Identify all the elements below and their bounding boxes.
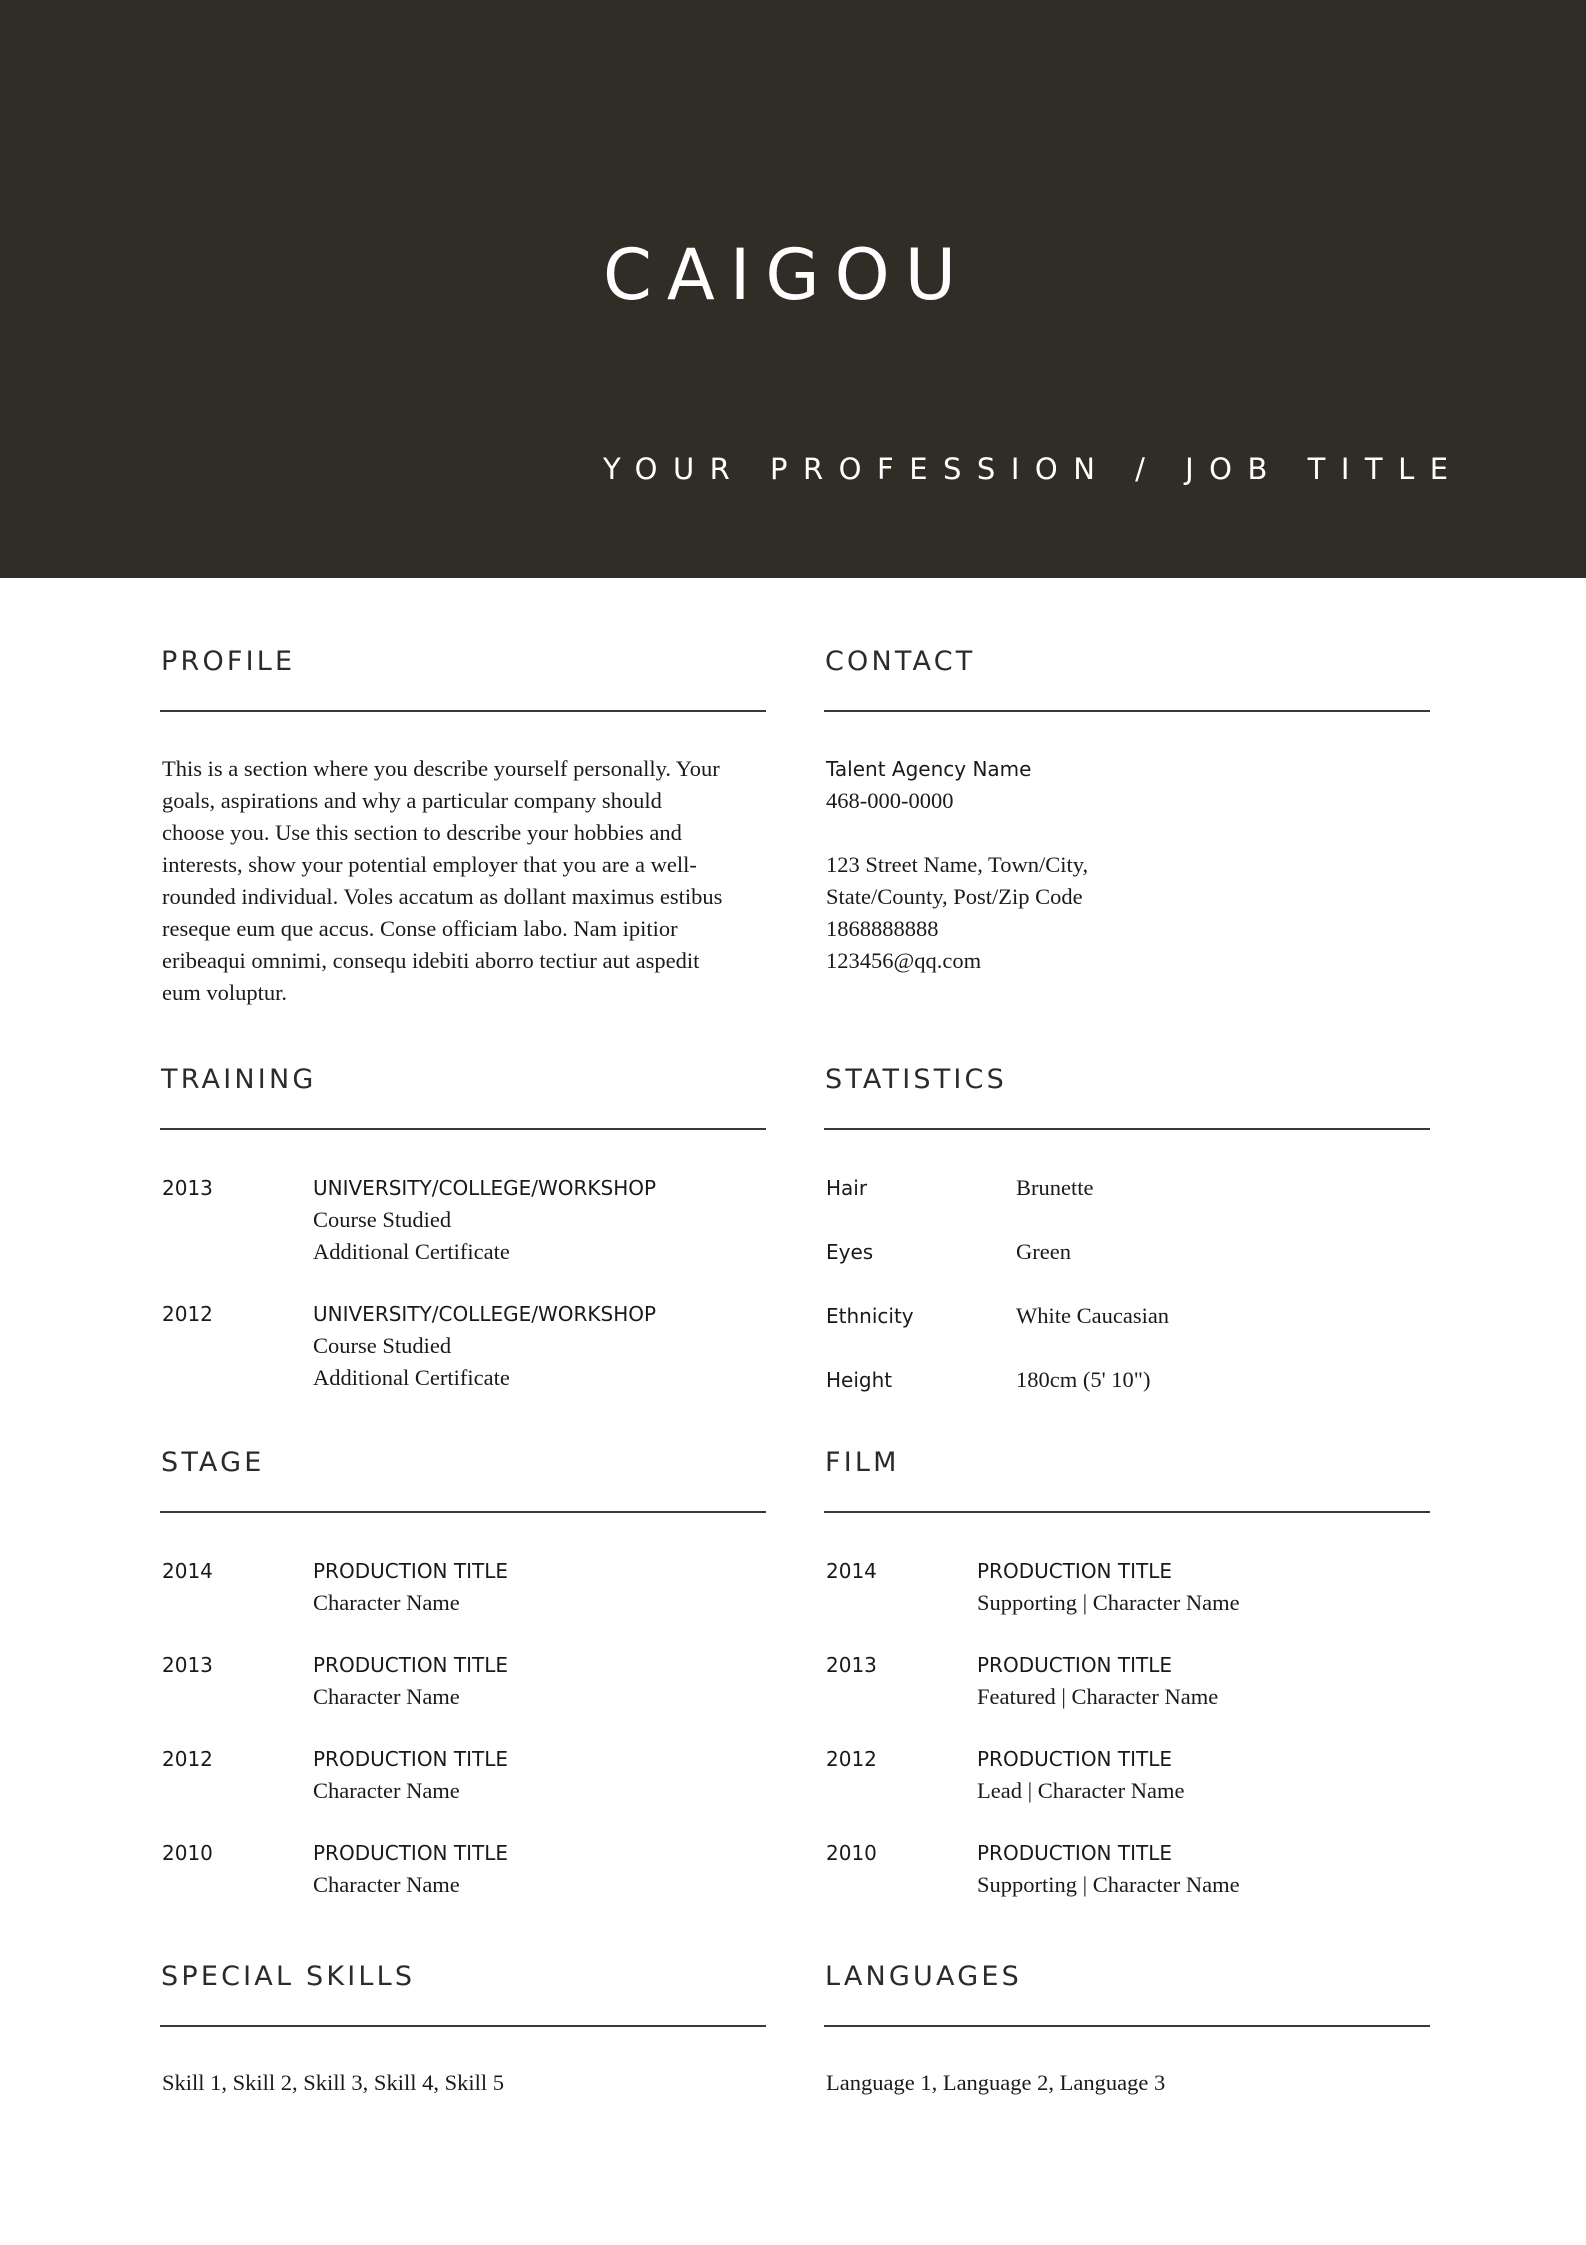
profile-line: choose you. Use this section to describe your hobbies and [162,820,682,845]
stage-section [160,1449,766,1901]
section-title-special-skills: SPECIAL SKILLS [161,1961,416,1992]
training-course: Course Studied [313,1333,452,1358]
film-entry [826,1743,1430,1807]
stage-year: 2014 [162,1559,213,1583]
stage-role: Character Name [313,1684,460,1709]
agency-phone: 468-000-0000 [826,788,954,813]
section-divider [160,2025,766,2027]
statistics-section [824,1066,1430,1428]
stat-row-eyes [826,1236,1430,1268]
stage-role: Character Name [313,1590,460,1615]
resume-name: CAIGOU [603,234,971,316]
phone-number: 1868888888 [826,916,939,941]
profile-line: goals, aspirations and why a particular company should [162,788,662,813]
training-institution: UNIVERSITY/COLLEGE/WORKSHOP [313,1176,657,1200]
film-production: PRODUCTION TITLE [977,1653,1172,1677]
stage-role: Character Name [313,1778,460,1803]
profile-section [160,648,766,1009]
profile-line: eum voluptur. [162,980,287,1005]
stage-role: Character Name [313,1872,460,1897]
training-certificate: Additional Certificate [313,1365,510,1390]
section-title-training: TRAINING [161,1064,317,1095]
special-skills-section [160,1963,766,2099]
training-year: 2013 [162,1176,213,1200]
profile-text [160,753,766,1009]
section-title-contact: CONTACT [825,646,976,677]
film-role: Supporting | Character Name [977,1590,1240,1615]
film-production: PRODUCTION TITLE [977,1559,1172,1583]
stage-year: 2012 [162,1747,213,1771]
profile-line: eribeaqui omnimi, consequ idebiti aborro tectiur aut aspedit [162,948,700,973]
training-course: Course Studied [313,1207,452,1232]
stat-label: Ethnicity [826,1304,914,1328]
training-certificate: Additional Certificate [313,1239,510,1264]
languages-section [824,1963,1430,2099]
film-year: 2010 [826,1841,877,1865]
film-entry [826,1837,1430,1901]
section-title-statistics: STATISTICS [825,1064,1007,1095]
film-entry [826,1649,1430,1713]
stage-list [160,1555,766,1901]
film-year: 2014 [826,1559,877,1583]
film-production: PRODUCTION TITLE [977,1747,1172,1771]
section-title-languages: LANGUAGES [825,1961,1022,1992]
stat-value: Green [1016,1239,1071,1264]
section-divider [160,1511,766,1513]
profile-line: rounded individual. Voles accatum as dollant maximus estibus [162,884,723,909]
film-year: 2013 [826,1653,877,1677]
address-line: 123 Street Name, Town/City, [826,852,1089,877]
stage-year: 2010 [162,1841,213,1865]
stat-row-ethnicity [826,1300,1430,1332]
email-address: 123456@qq.com [826,948,982,973]
training-list [160,1172,766,1394]
profile-line: reseque eum que accus. Conse officiam labo. Nam ipitior [162,916,678,941]
film-role: Featured | Character Name [977,1684,1219,1709]
statistics-list [824,1172,1430,1396]
stage-entry [162,1555,766,1619]
section-divider [160,1128,766,1130]
job-title: YOUR PROFESSION / JOB TITLE [603,452,1464,486]
contact-details [824,753,1430,977]
stat-value: White Caucasian [1016,1303,1170,1328]
section-divider [824,1511,1430,1513]
profile-line: interests, show your potential employer that you are a well- [162,852,697,877]
section-divider [824,710,1430,712]
training-entry [162,1172,766,1268]
address-line: State/County, Post/Zip Code [826,884,1083,909]
stat-value: Brunette [1016,1175,1094,1200]
skills-text: Skill 1, Skill 2, Skill 3, Skill 4, Skill 5 [162,2070,504,2095]
languages-text: Language 1, Language 2, Language 3 [826,2070,1166,2095]
stage-production: PRODUCTION TITLE [313,1559,508,1583]
stage-entry [162,1743,766,1807]
profile-line: This is a section where you describe yourself personally. Your [162,756,720,781]
film-year: 2012 [826,1747,877,1771]
stat-label: Hair [826,1176,868,1200]
stage-entry [162,1837,766,1901]
stage-production: PRODUCTION TITLE [313,1841,508,1865]
stat-row-hair [826,1172,1430,1204]
stat-row-height [826,1364,1430,1396]
stage-entry [162,1649,766,1713]
film-entry [826,1555,1430,1619]
section-title-profile: PROFILE [161,646,296,677]
stage-production: PRODUCTION TITLE [313,1747,508,1771]
stage-year: 2013 [162,1653,213,1677]
stat-value: 180cm (5' 10") [1016,1367,1151,1392]
contact-section [824,648,1430,977]
film-production: PRODUCTION TITLE [977,1841,1172,1865]
section-title-film: FILM [825,1447,900,1478]
film-section [824,1449,1430,1901]
section-divider [824,2025,1430,2027]
film-list [824,1555,1430,1901]
section-divider [160,710,766,712]
stage-production: PRODUCTION TITLE [313,1653,508,1677]
training-year: 2012 [162,1302,213,1326]
section-title-stage: STAGE [161,1447,265,1478]
film-role: Lead | Character Name [977,1778,1185,1803]
film-role: Supporting | Character Name [977,1872,1240,1897]
training-section [160,1066,766,1424]
training-institution: UNIVERSITY/COLLEGE/WORKSHOP [313,1302,657,1326]
section-divider [824,1128,1430,1130]
training-entry [162,1298,766,1394]
stat-label: Eyes [826,1240,874,1264]
stat-label: Height [826,1368,893,1392]
agency-name: Talent Agency Name [826,757,1032,781]
